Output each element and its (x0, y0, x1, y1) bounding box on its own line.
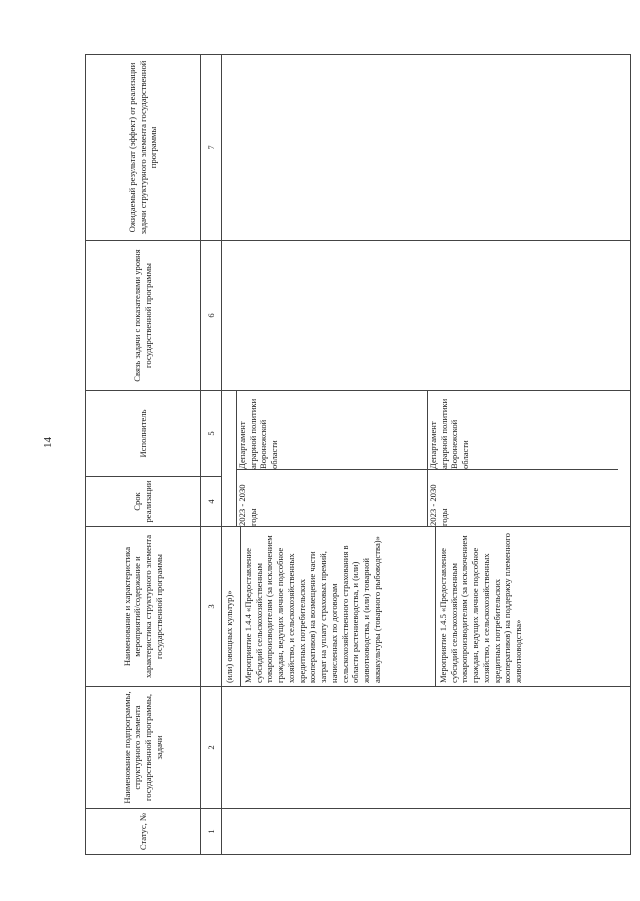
subprogram-cell (222, 687, 631, 809)
header-term: Срок реализации (86, 477, 201, 527)
term-executor-cell (222, 391, 631, 527)
column-number: 6 (201, 241, 222, 391)
continuation-row (222, 55, 241, 855)
column-number-row (201, 55, 222, 855)
header-status: Статус, № (86, 809, 201, 855)
indicators-cell (222, 241, 631, 391)
header-executor: Исполнитель (86, 391, 201, 477)
column-number: 4 (201, 477, 222, 527)
row-term: 2023 - 2030 годы (428, 469, 618, 526)
row-executor: Департамент аграрной политики Воронежской области (428, 398, 471, 469)
header-result: Ожидаемый результат (эффект) от реализации задачи структурного элемента государственной программы (86, 55, 201, 241)
column-number: 3 (201, 527, 222, 687)
row-measure: Мероприятие 1.4.4 «Предоставление субсидий сельскохозяйственным товаропроизводителям (за исключением граждан, ведущих личное подсобное хозяйство, и сельскохозяйственных кредитных потребительских кооперативов) на возмещение части затрат на уплату страховых премий, начисленных по договорам сельскохозяйственного страхования в области растениеводства, и (или) животноводства, и (или) товарной аквакультуры (товарного рыбоводства)» (241, 527, 436, 687)
row-measure: Мероприятие 1.4.5 «Предоставление субсидий сельскохозяйственным товаропроизводителям (за исключением граждан, ведущих личное подсобное хозяйство, и сельскохозяйственных кредитных потребительских кооперативов) на поддержку племенного животноводства» (436, 527, 631, 687)
status-cell (222, 809, 631, 855)
program-table-rotated (85, 55, 605, 855)
column-number: 1 (201, 809, 222, 855)
header-indicators: Связь задачи с показателями уровня государственной программы (86, 241, 201, 391)
column-number: 2 (201, 687, 222, 809)
header-row (86, 55, 201, 855)
row-term: 2023 - 2030 годы (237, 469, 427, 526)
row-executor: Департамент аграрной политики Воронежской области (237, 398, 280, 469)
column-number: 5 (201, 391, 222, 477)
column-number: 7 (201, 55, 222, 241)
continuation-text: (или) овощных культур)» (222, 527, 241, 687)
page-number: 14 (42, 437, 54, 448)
result-cell (222, 55, 631, 241)
program-table (85, 54, 631, 855)
header-measures: Наименование и характеристика мероприятий/содержание и характеристика структурного элемента государственной программы (86, 527, 201, 687)
header-subprogram: Наименование подпрограммы, структурного элемента государственной программы, задачи (86, 687, 201, 809)
